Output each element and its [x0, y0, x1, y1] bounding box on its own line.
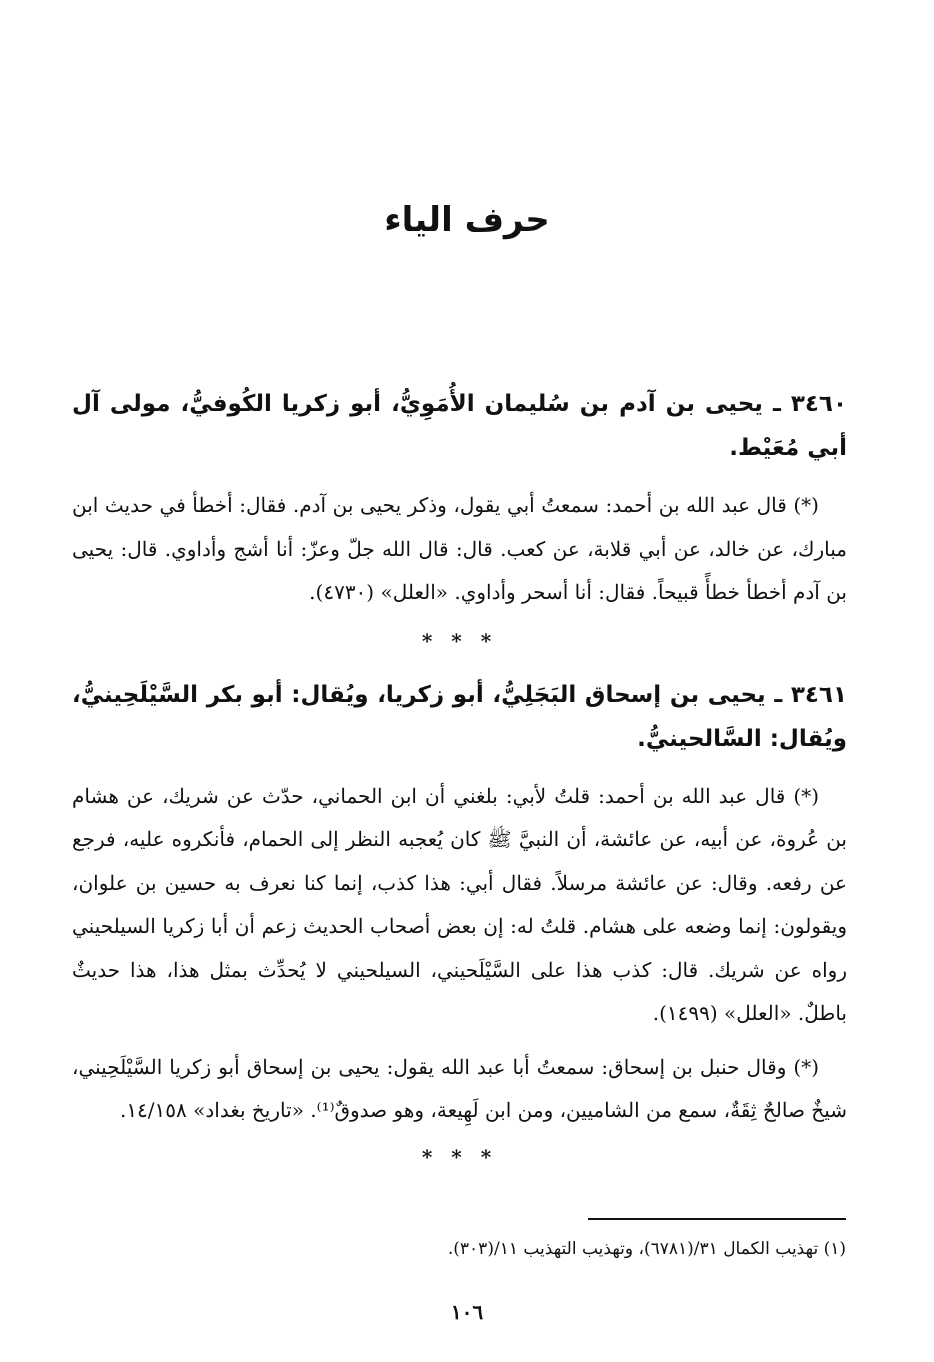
entry-paragraph: (*) قال عبد الله بن أحمد: قلتُ لأبي: بلغني أن ابن الحماني، حدّث عن شريك، عن هشام بن عُروة، عن أبيه، عن عائشة، أن النبيَّ ﷺ كان يُعجبه النظر إلى الحمام، فأنكروه عليه، فرجع عن رفعه. وقال: عن عائشة مرسلاً. فقال أبي: هذا كذب، إنما كنا نعرف به حسين بن علوان، ويقولون: إنما وضعه على هشام. قلتُ له: إن بعض أصحاب الحديث زعم أن أبا زكريا السيلحيني رواه عن شريك. قال: كذب هذا على السَّيْلَحيني، السيلحيني لا يُحدِّث بمثل هذا، هذا حديثٌ باطلٌ. «العلل» (١٤٩٩).: [72, 783, 847, 1025]
footnote-divider: [588, 1218, 846, 1220]
section-separator: * * *: [421, 628, 498, 653]
entry-3460: [72, 382, 847, 615]
page-content: [72, 382, 847, 1183]
entry-3461: [72, 673, 847, 1133]
footnote: (١) تهذيب الكمال ٣١/(٦٧٨١)، وتهذيب التهذيب ١١/(٣٠٣).: [447, 1239, 846, 1259]
entry-paragraph: (*) وقال حنبل بن إسحاق: سمعتُ أبا عبد الله يقول: يحيى بن إسحاق أبو زكريا السَّيْلَحِيني، شيخٌ صالحٌ ثِقَةٌ، سمع من الشاميين، ومن ابن لَهِيعة، وهو صدوقٌ⁽¹⁾. «تاريخ بغداد» ١٤/١٥٨.: [72, 1054, 847, 1122]
entry-paragraph: (*) قال عبد الله بن أحمد: سمعتُ أبي يقول، وذكر يحيى بن آدم. فقال: أخطأ في حديث ابن مبارك، عن خالد، عن أبي قلابة، عن كعب. قال: قال الله جلّ وعزّ: أنا أشج وأداوي. قال: يحيى بن آدم أخطأ خطأً قبيحاً. فقال: أنا أسحر وأداوي. «العلل» (٤٧٣٠).: [72, 493, 847, 604]
entry-heading: ٣٤٦٠ ـ يحيى بن آدم بن سُليمان الأُمَوِيُّ، أبو زكريا الكُوفيُّ، مولى آل أبي مُعَيْط.: [72, 391, 847, 461]
page-number: ١٠٦: [450, 1300, 484, 1324]
entry-heading: ٣٤٦١ ـ يحيى بن إسحاق البَجَلِيُّ، أبو زكريا، ويُقال: أبو بكر السَّيْلَحِينيُّ، ويُقال: السَّالحينيُّ.: [72, 681, 847, 752]
section-separator: * * *: [421, 1144, 498, 1169]
page-title: حرف الياء: [384, 200, 550, 240]
